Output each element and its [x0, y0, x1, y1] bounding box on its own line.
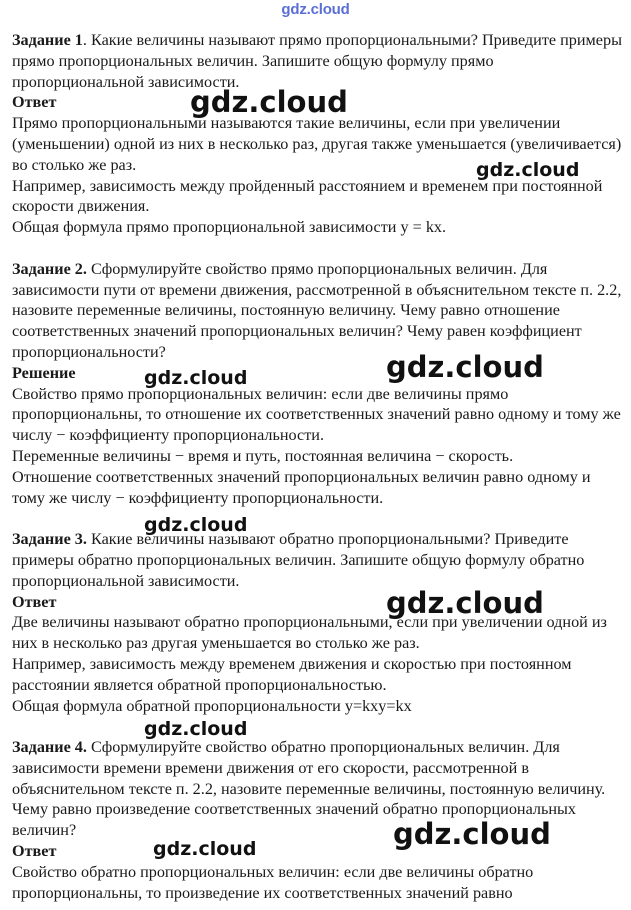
solution-label: Решение	[12, 363, 76, 382]
task-title: Задание 3.	[12, 530, 87, 549]
watermark-logo: gdz.cloud	[153, 838, 257, 860]
watermark-logo: gdz.cloud	[476, 159, 580, 181]
task-title: Задание 4.	[12, 738, 87, 757]
task-question	[12, 30, 624, 92]
answer-label: Ответ	[12, 842, 57, 861]
watermark-logo: gdz.cloud	[144, 367, 248, 389]
task-question-text: Какие величины называют обратно пропорциональными? Приведите примеры обратно пропорциональных величин. Запишите общую формулу обратно пропорциональной зависимости.	[12, 530, 585, 590]
answer-paragraph: Свойство обратно пропорциональных величин: если две величины обратно пропорциональны, то произведение их соответственных значений равно	[12, 862, 534, 902]
answer-paragraph: Свойство прямо пропорциональных величин: если две величины прямо пропорциональны, то отношение их соответственных значений равно одному и тому же числу − коэффициенту пропорциональности.	[12, 384, 621, 445]
task-2	[12, 259, 624, 509]
answer-paragraph: Общая формула прямо пропорциональной зависимости y = kx.	[12, 218, 447, 237]
task-question	[12, 529, 624, 591]
task-question	[12, 737, 624, 841]
answer-label: Ответ	[12, 93, 57, 112]
watermark-logo: gdz.cloud	[190, 85, 348, 119]
watermark-logo: gdz.cloud	[386, 350, 544, 384]
task-title: Задание 1	[12, 31, 83, 49]
task-question-text: Сформулируйте свойство прямо пропорциональных величин. Для зависимости пути от времени движения, рассмотренной в объяснительном тексте п. 2.2, назовите переменные величины, постоянную величину. Чему равно отношение соответственных значений пропорциональных величин? Чему равен коэффициент пропорциональности?	[12, 259, 622, 361]
answer-paragraph: Общая формула обратной пропорциональности y=kxy=kx	[12, 696, 412, 715]
watermark-logo: gdz.cloud	[144, 718, 248, 740]
answer-paragraph: Отношение соответственных значений пропорциональных величин равно одному и тому же числу − коэффициенту пропорциональности.	[12, 467, 591, 507]
task-question	[12, 259, 624, 363]
site-header-watermark: gdz.cloud	[281, 1, 350, 18]
answer-paragraph: Переменные величины − время и путь, постоянная величина − скорость.	[12, 446, 514, 465]
watermark-logo: gdz.cloud	[393, 817, 551, 851]
document-body	[12, 30, 624, 903]
task-question-text: . Какие величины называют прямо пропорциональными? Приведите примеры прямо пропорциональных величин. Запишите общую формулу прямо пропорциональной зависимости.	[12, 31, 622, 91]
answer-paragraph: Например, зависимость между временем движения и скоростью при постоянном расстоянии является обратной пропорциональностью.	[12, 654, 572, 694]
answer-paragraph: Прямо пропорциональными называются такие величины, если при увеличении (уменьшении) одной из них в несколько раз, другая также уменьшается (увеличивается) во столько же раз.	[12, 114, 622, 174]
task-4	[12, 737, 624, 903]
task-1	[12, 30, 624, 238]
answer-label: Ответ	[12, 592, 57, 611]
answer-paragraph: Например, зависимость между пройденный расстоянием и временем при постоянной скорости движения.	[12, 176, 603, 216]
task-question-text: Сформулируйте свойство обратно пропорциональных величин. Для зависимости времени времени движения от его скорости, рассмотренной в объяснительном тексте п. 2.2, назовите переменные величины, постоянную величину. Чему равно произведение соответственных значений обратно пропорциональных величин?	[12, 738, 606, 840]
watermark-logo: gdz.cloud	[144, 514, 248, 536]
task-3	[12, 529, 624, 716]
task-title: Задание 2.	[12, 259, 87, 278]
answer-paragraph: Две величины называют обратно пропорциональными, если при увеличении одной из них в несколько раз другая уменьшается во столько же раз.	[12, 613, 607, 653]
watermark-logo: gdz.cloud	[386, 586, 544, 620]
